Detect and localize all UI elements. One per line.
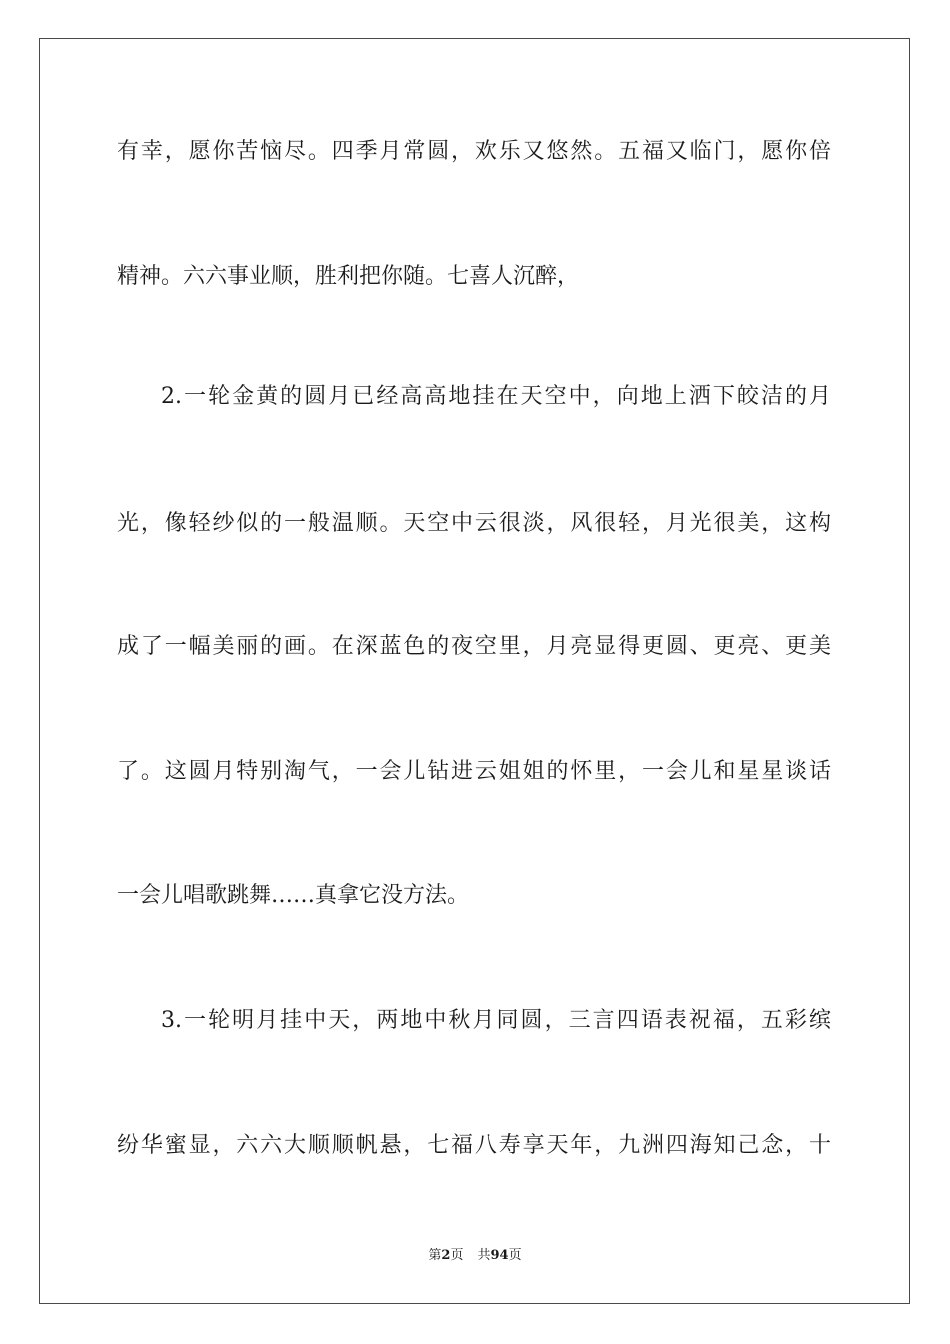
total-prefix: 共 [477, 1248, 491, 1263]
text-line-4: 光，像轻纱似的一般温顺。天空中云很淡，风很轻，月光很美，这构 [117, 511, 831, 536]
text-line-8: 3.一轮明月挂中天，两地中秋月同圆，三言四语表祝福，五彩缤 [161, 1008, 831, 1033]
text-line-9: 纷华蜜显，六六大顺顺帆悬，七福八寿享天年，九洲四海知己念，十 [117, 1133, 831, 1158]
total-pages: 94 [490, 1248, 509, 1263]
page-suffix: 页 [450, 1248, 464, 1263]
page-prefix: 第 [428, 1248, 442, 1263]
text-line-2: 精神。六六事业顺，胜利把你随。七喜人沉醉， [117, 264, 580, 289]
text-line-1: 有幸，愿你苦恼尽。四季月常圆，欢乐又悠然。五福又临门，愿你倍 [117, 139, 831, 164]
page-footer [0, 1246, 950, 1266]
page-number: 2 [441, 1248, 451, 1263]
text-line-6: 了。这圆月特别淘气，一会儿钻进云姐姐的怀里，一会儿和星星谈话 [117, 759, 831, 784]
page-border [39, 38, 910, 1304]
text-line-7: 一会儿唱歌跳舞……真拿它没方法。 [117, 883, 470, 908]
text-line-3: 2.一轮金黄的圆月已经高高地挂在天空中，向地上洒下皎洁的月 [161, 384, 831, 409]
total-suffix: 页 [508, 1248, 522, 1263]
text-line-5: 成了一幅美丽的画。在深蓝色的夜空里，月亮显得更圆、更亮、更美 [117, 634, 831, 659]
